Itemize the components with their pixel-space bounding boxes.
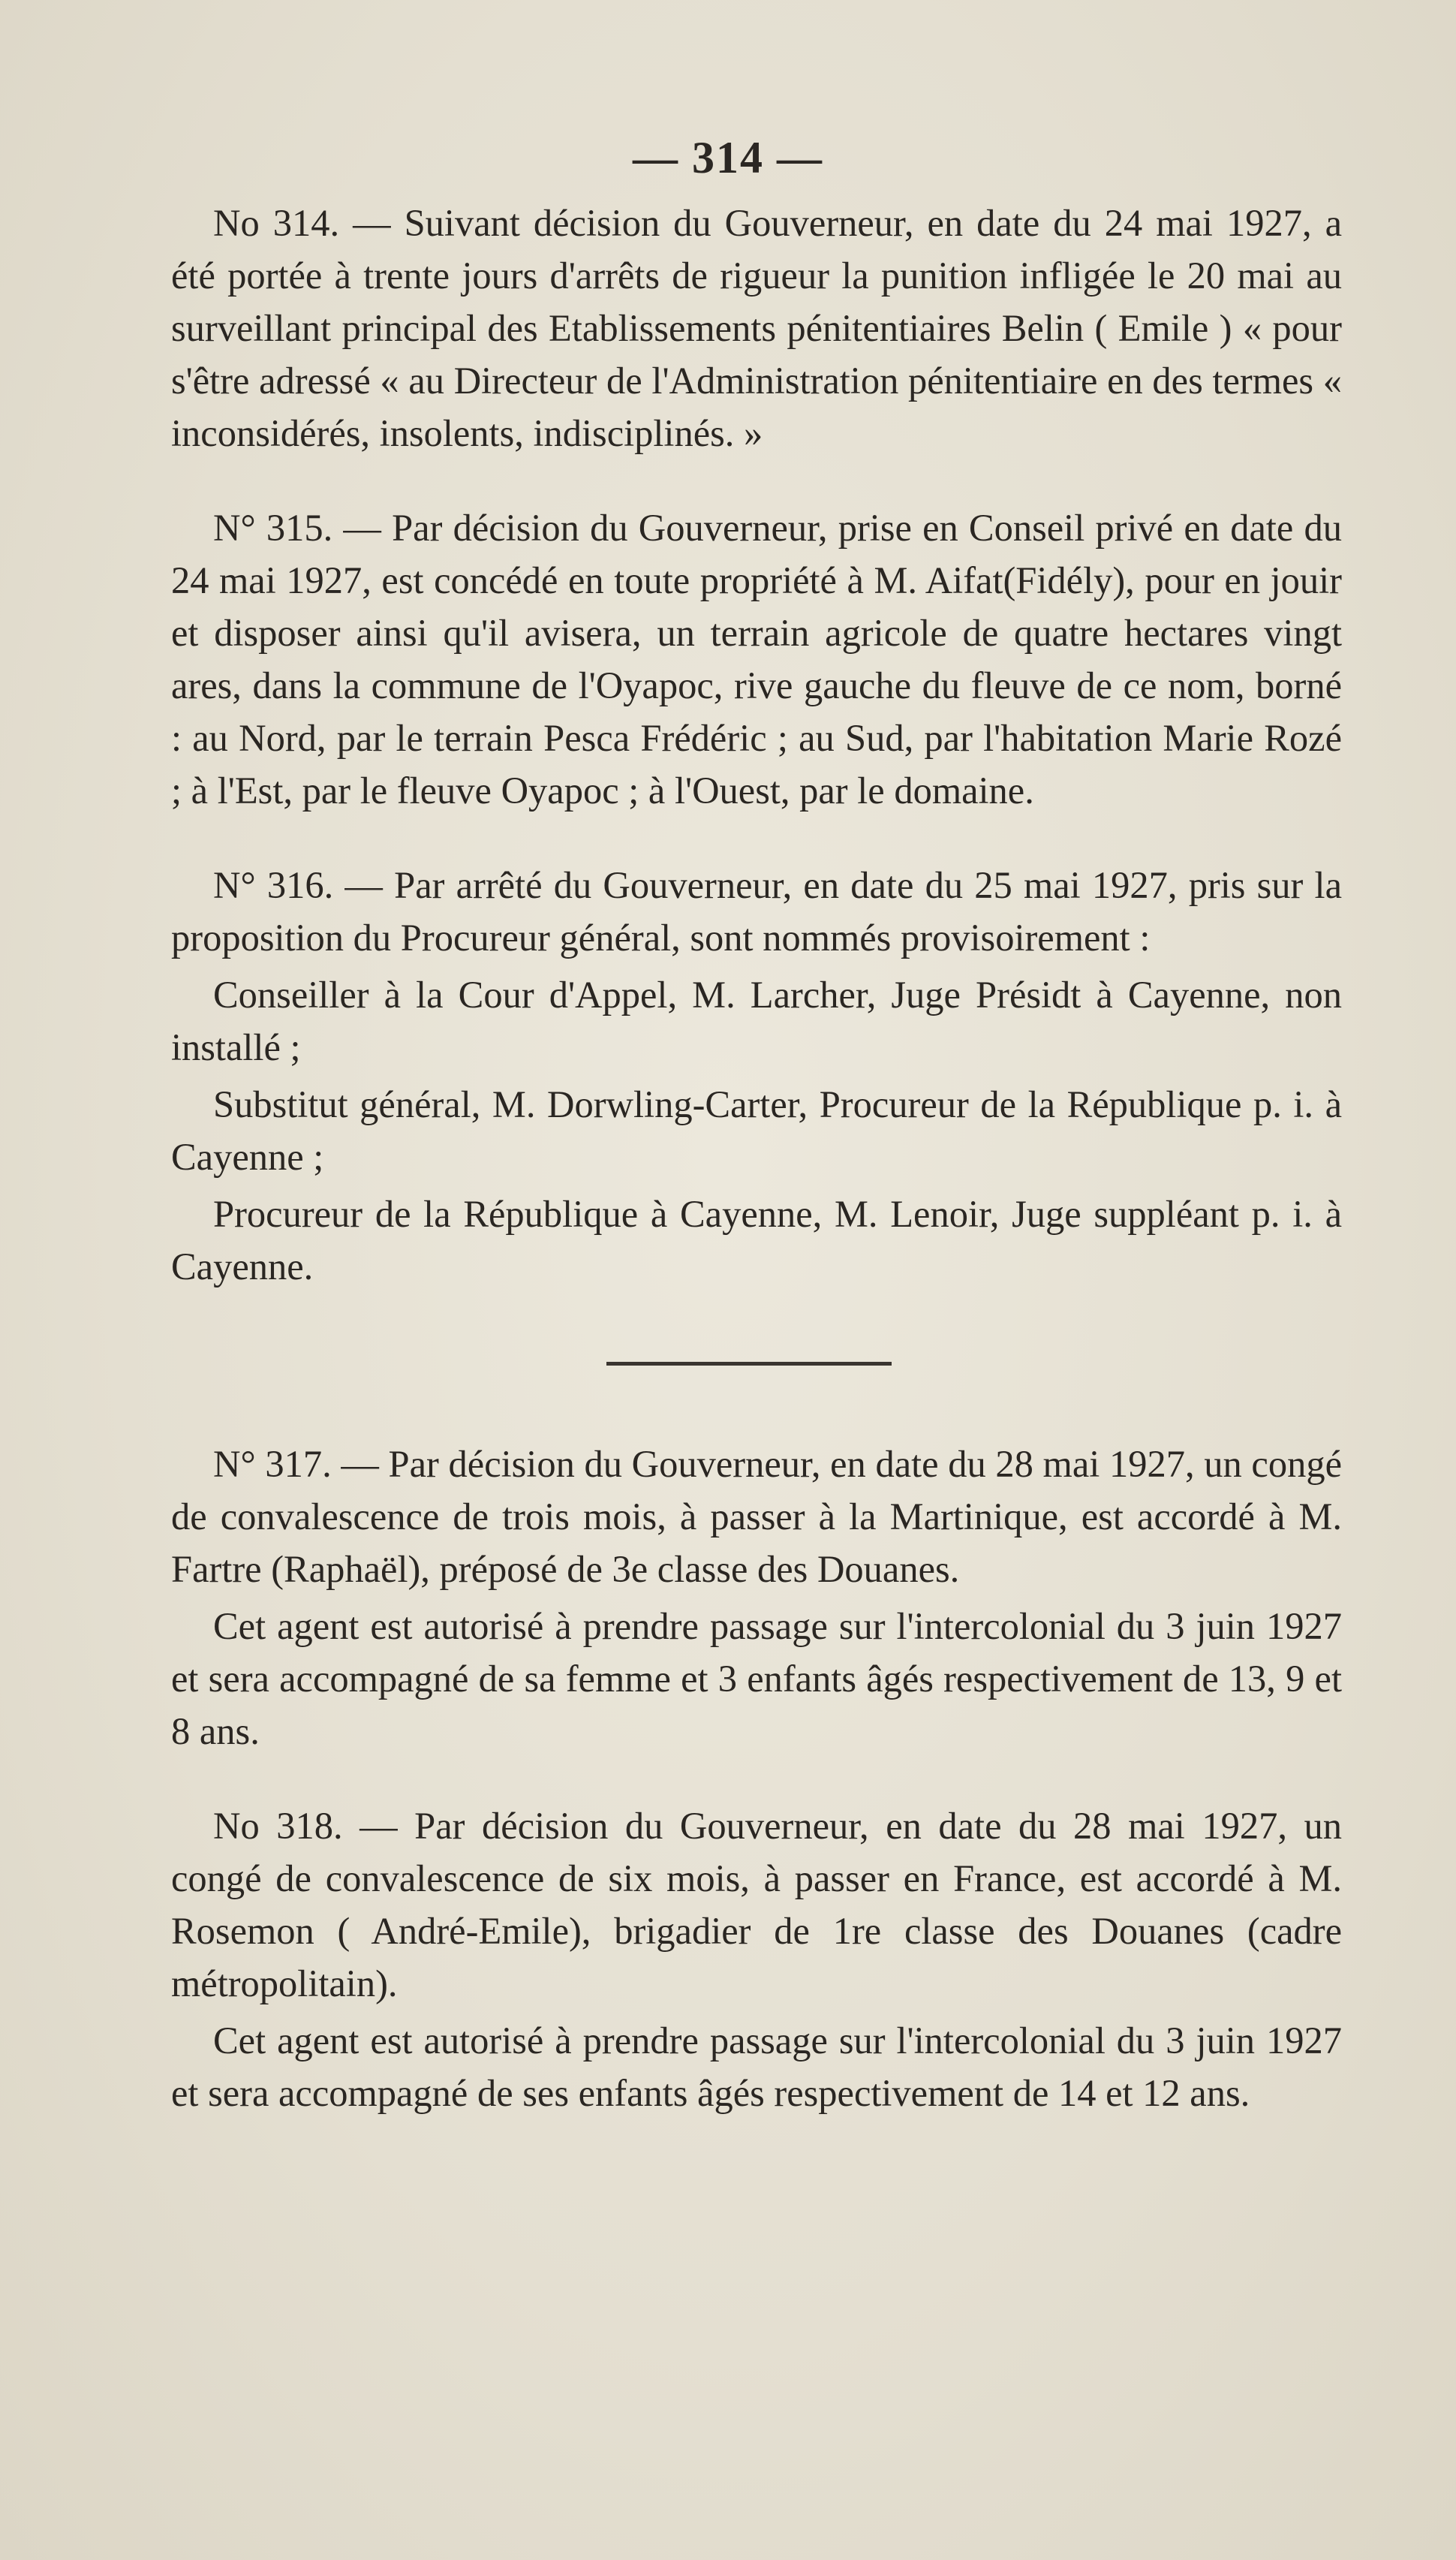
decision-318-paragraph: No 318. — Par décision du Gouverneur, en date du 28 mai 1927, un congé de convalescence de six mois, à passer en France, est accordé à M. Rosemon ( André-Emile), brigadier de 1re classe des Douanes (cadre métropolitain). [171,1805,1342,2004]
decision-317-travel-paragraph: Cet agent est autorisé à prendre passage sur l'intercolonial du 3 juin 1927 et sera accompagné de sa femme et 3 enfants âgés respectivement de 13, 9 et 8 ans. [171,1605,1342,1752]
paragraph-gap [171,1757,1342,1800]
decision-316-paragraph: N° 316. — Par arrêté du Gouverneur, en date du 25 mai 1927, pris sur la proposition du Procureur général, sont nommés provisoirement : [171,864,1342,959]
decision-316-appointment-3: Procureur de la République à Cayenne, M. Lenoir, Juge suppléant p. i. à Cayenne. [171,1193,1342,1288]
decision-316-appointment-1: Conseiller à la Cour d'Appel, M. Larcher, Juge Présidt à Cayenne, non installé ; [171,974,1342,1068]
paragraph-gap [171,817,1342,859]
decision-318-travel-paragraph: Cet agent est autorisé à prendre passage sur l'intercolonial du 3 juin 1927 et sera accompagné de ses enfants âgés respectivement de 14 et 12 ans. [171,2019,1342,2114]
page-number: — 314 — [633,133,823,182]
decision-316-appointment-2: Substitut général, M. Dorwling-Carter, Procureur de la République p. i. à Cayenne ; [171,1083,1342,1178]
section-separator-rule [606,1362,892,1366]
decision-317-paragraph: N° 317. — Par décision du Gouverneur, en date du 28 mai 1927, un congé de convalescence de trois mois, à passer à la Martinique, est accordé à M. Fartre (Raphaël), préposé de 3e classe des Douanes. [171,1443,1342,1590]
decision-315-paragraph: N° 315. — Par décision du Gouverneur, prise en Conseil privé en date du 24 mai 1927, est concédé en toute propriété à M. Aifat(Fidély), pour en jouir et disposer ainsi qu'il avisera, un terrain agricole de quatre hectares vingt ares, dans la commune de l'Oyapoc, rive gauche du fleuve de ce nom, borné : au Nord, par le terrain Pesca Frédéric ; au Sud, par l'habitation Marie Rozé ; à l'Est, par le fleuve Oyapoc ; à l'Ouest, par le domaine. [171,507,1342,812]
decision-314-paragraph: No 314. — Suivant décision du Gouverneur, en date du 24 mai 1927, a été portée à trente jours d'arrêts de rigueur la punition infligée le 20 mai au surveillant principal des Etablissements pénitentiaires Belin ( Emile ) « pour s'être adressé « au Directeur de l'Administration pénitentiaire en des termes « inconsidérés, insolents, indisciplinés. » [171,202,1342,454]
paragraph-gap [171,459,1342,501]
page-body [171,197,1342,2119]
